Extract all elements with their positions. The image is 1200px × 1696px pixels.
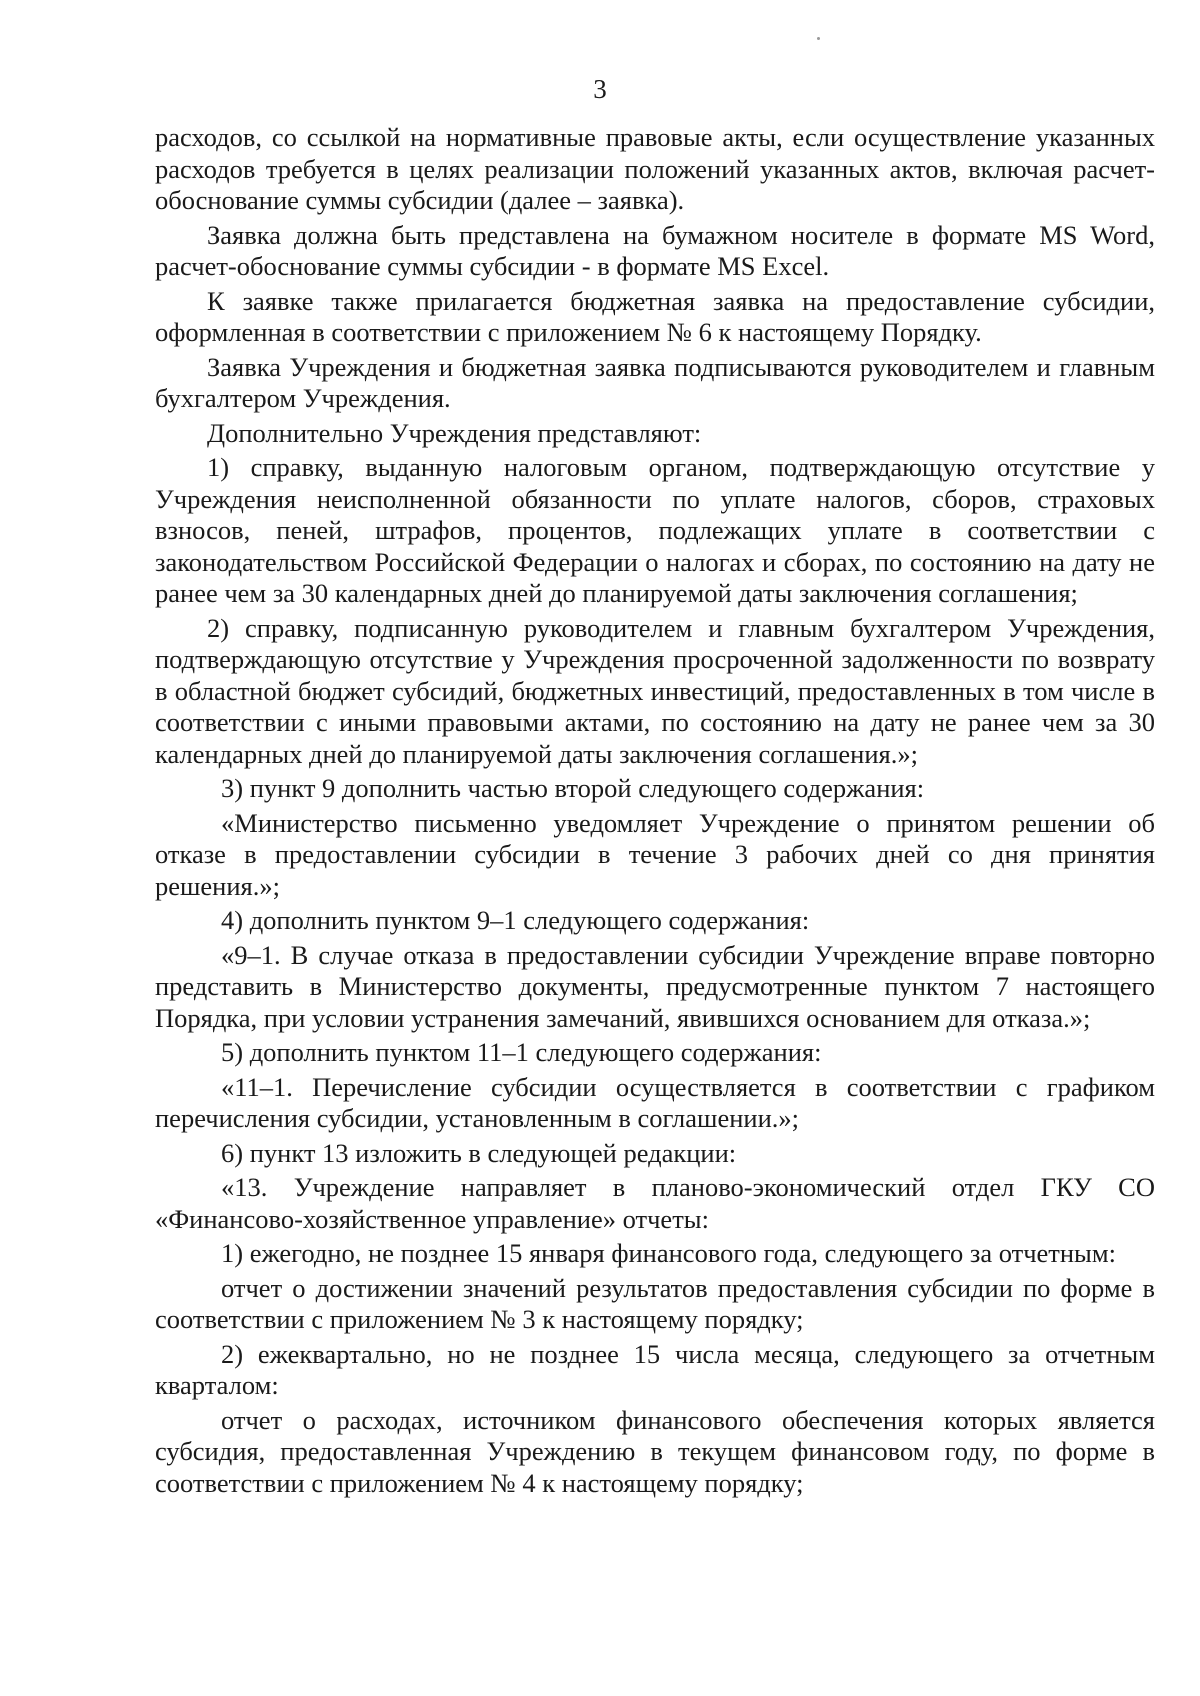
paragraph: расходов, со ссылкой на нормативные правовые акты, если осуществление указанных расходов требуется в целях реализации положений указанных актов, включая расчет-обоснование суммы субсидии (далее – заявка).	[155, 122, 1155, 216]
paragraph: «11–1. Перечисление субсидии осуществляется в соответствии с графиком перечисления субсидии, установленным в соглашении.»;	[155, 1071, 1155, 1134]
paragraph: Заявка Учреждения и бюджетная заявка подписываются руководителем и главным бухгалтером Учреждения.	[155, 351, 1155, 414]
paragraph: 4) дополнить пунктом 9–1 следующего содержания:	[221, 905, 810, 936]
paragraph: «Министерство письменно уведомляет Учреждение о принятом решении об отказе в предоставлении субсидии в течение 3 рабочих дней со дня принятия решения.»;	[155, 807, 1155, 902]
document-body	[155, 122, 1155, 1502]
paragraph: отчет о расходах, источником финансового обеспечения которых является субсидия, предоставленная Учреждению в текущем финансовом году, по форме в соответствии с приложением № 4 к настоящему порядку;	[155, 1404, 1155, 1498]
paragraph: 2) справку, подписанную руководителем и главным бухгалтером Учреждения, подтверждающую отсутствие у Учреждения просроченной задолженности по возврату в областной бюджет субсидий, бюджетных инвестиций, предоставленных в том числе в соответствии с иными правовыми актами, по состоянию на дату не ранее чем за 30 календарных дней до планируемой даты заключения соглашения.»;	[155, 612, 1155, 770]
page-number: 3	[593, 74, 607, 104]
paragraph: 1) ежегодно, не позднее 15 января финансового года, следующего за отчетным:	[221, 1238, 1116, 1269]
paragraph: «9–1. В случае отказа в предоставлении субсидии Учреждение вправе повторно представить в Министерство документы, предусмотренные пунктом 7 настоящего Порядка, при условии устранения замечаний, явившихся основанием для отказа.»;	[155, 939, 1155, 1033]
paragraph: К заявке также прилагается бюджетная заявка на предоставление субсидии, оформленная в соответствии с приложением № 6 к настоящему Порядку.	[155, 285, 1155, 348]
paragraph: «13. Учреждение направляет в планово-экономический отдел ГКУ СО «Финансово-хозяйственное управление» отчеты:	[155, 1172, 1155, 1234]
paragraph: Дополнительно Учреждения представляют:	[207, 417, 702, 448]
paragraph: 3) пункт 9 дополнить частью второй следующего содержания:	[221, 773, 925, 804]
paragraph: 1) справку, выданную налоговым органом, подтверждающую отсутствие у Учреждения неисполненной обязанности по уплате налогов, сборов, страховых взносов, пеней, штрафов, процентов, подлежащих уплате в соответствии с законодательством Российской Федерации о налогах и сборах, по состоянию на дату не ранее чем за 30 календарных дней до планируемой даты заключения соглашения;	[155, 451, 1155, 609]
paragraph: 2) ежеквартально, но не позднее 15 числа месяца, следующего за отчетным кварталом:	[155, 1338, 1155, 1401]
scan-speck	[817, 37, 820, 40]
paragraph: 5) дополнить пунктом 11–1 следующего содержания:	[221, 1037, 822, 1068]
paragraph: 6) пункт 13 изложить в следующей редакции:	[221, 1137, 737, 1168]
paragraph: Заявка должна быть представлена на бумажном носителе в формате MS Word, расчет-обоснование суммы субсидии - в формате MS Excel.	[155, 219, 1155, 282]
paragraph: отчет о достижении значений результатов предоставления субсидии по форме в соответствии с приложением № 3 к настоящему порядку;	[155, 1272, 1155, 1335]
